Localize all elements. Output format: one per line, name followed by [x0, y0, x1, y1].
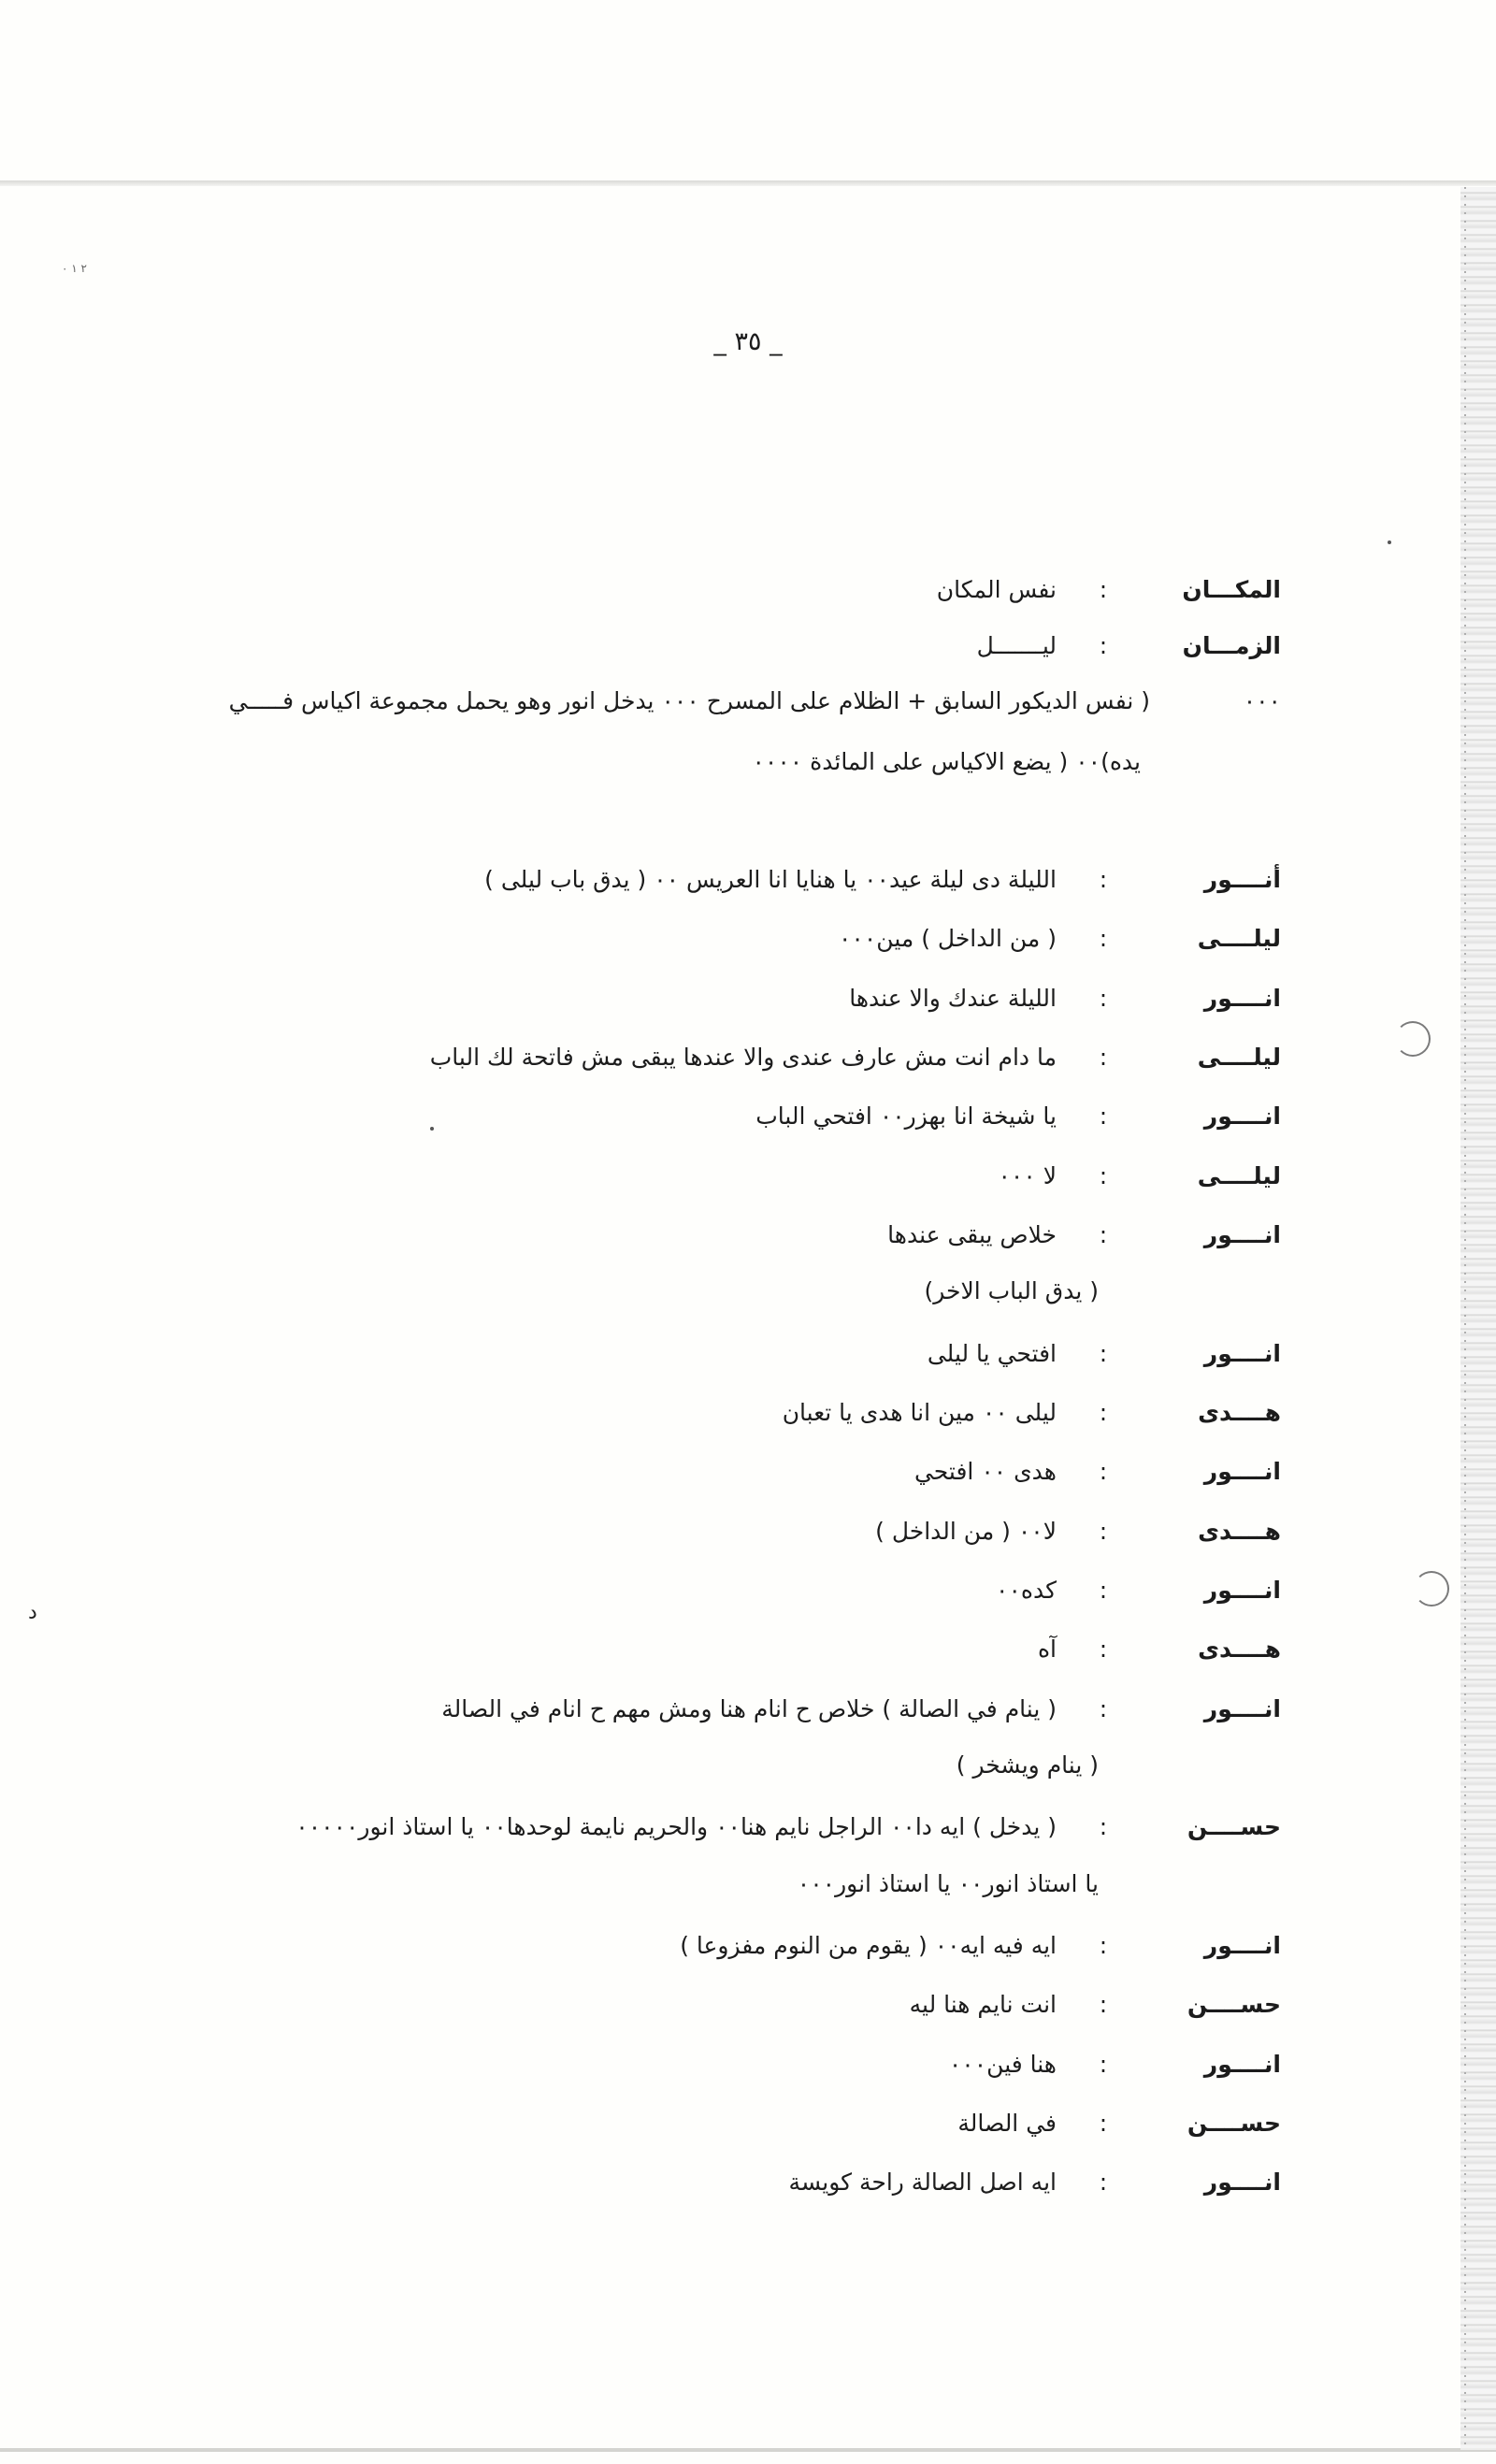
edge-mark: د [28, 1601, 37, 1624]
speaker-name: انــــور [1203, 1339, 1281, 1367]
dialogue-text: كده٠٠ [996, 1576, 1057, 1604]
dialogue-line [887, 1211, 1281, 1258]
continuation-text: ( يدق الباب الاخر) [924, 1277, 1099, 1304]
time-label: الزمـــان [1182, 631, 1281, 659]
speaker-name: حســــن [1187, 1812, 1281, 1840]
continuation-text: ( ينام ويشخر ) [956, 1751, 1099, 1779]
dialogue-text: ( من الداخل ) مين٠٠٠ [839, 924, 1057, 952]
dialogue-text: الليلة عندك والا عندها [849, 984, 1057, 1012]
dialogue-line [839, 915, 1281, 961]
dialogue-line [928, 1330, 1281, 1376]
dialogue-line [430, 1033, 1281, 1080]
binder-hole-mark [1395, 1021, 1431, 1057]
colon: : [1099, 1457, 1108, 1485]
speaker-name: هــــدى [1198, 1635, 1281, 1663]
colon: : [1099, 631, 1108, 659]
speaker-name: أنــــور [1203, 865, 1281, 893]
dialogue-text: ( يدخل ) ايه دا٠٠ الراجل نايم هنا٠٠ والحريم نايمة لوحدها٠٠ يا استاذ انور٠٠٠٠٠ [295, 1812, 1057, 1840]
binder-hole-mark [1414, 1571, 1449, 1607]
speaker-name: انــــور [1203, 2050, 1281, 2078]
speaker-name: انــــور [1203, 1457, 1281, 1485]
colon: : [1099, 1576, 1108, 1604]
speaker-name: ليلــــى [1197, 1043, 1281, 1071]
time-text: ليـــــــل [976, 631, 1057, 659]
dialogue-line [789, 2158, 1281, 2205]
photocopy-top-edge [0, 180, 1496, 186]
dialogue-line [295, 1803, 1281, 1850]
dialogue-line [914, 1448, 1281, 1494]
dialogue-line [957, 2099, 1281, 2146]
dialogue-text: انت نايم هنا ليه [909, 1990, 1057, 2018]
dialogue-line [783, 1389, 1281, 1435]
photocopy-bottom-edge [0, 2448, 1496, 2452]
dialogue-text: ايه فيه ايه٠٠ ( يقوم من النوم مفزوعا ) [680, 1931, 1057, 1959]
dialogue-line [680, 1922, 1281, 1968]
speaker-name: انــــور [1203, 1694, 1281, 1722]
colon: : [1099, 1635, 1108, 1663]
colon: : [1099, 2168, 1108, 2196]
colon: : [1099, 1398, 1108, 1426]
colon: : [1099, 1339, 1108, 1367]
stage-marker: ٠٠٠ [1243, 687, 1281, 714]
dialogue-text: يا شيخة انا بهزر٠٠ افتحي الباب [755, 1102, 1057, 1130]
colon: : [1099, 575, 1108, 603]
speaker-name: ليلــــى [1197, 924, 1281, 952]
stage-direction-line-1: ( نفس الديكور السابق + الظلام على المسرح ٠٠٠ يدخل انور وهو يحمل مجموعة اكياس فـــــي [228, 687, 1150, 714]
ink-speck [1388, 540, 1391, 544]
speaker-name: هــــدى [1198, 1517, 1281, 1545]
colon: : [1099, 1161, 1108, 1189]
speaker-name: حســــن [1187, 1990, 1281, 2018]
continuation-text: يا استاذ انور٠٠ يا استاذ انور٠٠٠ [797, 1870, 1099, 1897]
dialogue-line [849, 974, 1281, 1021]
dialogue-line [998, 1152, 1281, 1199]
stage-direction-line-2: يده)٠٠ ( يضع الاكياس على المائدة ٠٠٠٠ [752, 748, 1141, 775]
dialogue-line [755, 1092, 1281, 1139]
speaker-name: انــــور [1203, 1931, 1281, 1959]
dialogue-text: ليلى ٠٠ مين انا هدى يا تعبان [782, 1398, 1057, 1426]
speaker-name: هــــدى [1198, 1398, 1281, 1426]
page-number: _ ٣٥ _ [713, 327, 783, 356]
dialogue-text: ( ينام في الصالة ) خلاص ح انام هنا ومش مهم ح انام في الصالة [441, 1694, 1057, 1722]
ink-speck [430, 1127, 434, 1131]
speaker-name: انــــور [1203, 1576, 1281, 1604]
speaker-name: انــــور [1203, 1102, 1281, 1130]
speaker-name: انــــور [1203, 2168, 1281, 2196]
dialogue-text: ما دام انت مش عارف عندى والا عندها يبقى مش فاتحة لك الباب [429, 1043, 1057, 1071]
dialogue-line [996, 1566, 1281, 1613]
colon: : [1099, 924, 1108, 952]
speaker-name: ليلــــى [1197, 1161, 1281, 1189]
dialogue-text: لا ٠٠٠ [998, 1161, 1057, 1189]
dialogue-line [441, 1685, 1281, 1732]
colon: : [1099, 1517, 1108, 1545]
colon: : [1099, 1990, 1108, 2018]
dialogue-text: آه [1037, 1635, 1057, 1663]
colon: : [1099, 984, 1108, 1012]
colon: : [1099, 2050, 1108, 2078]
colon: : [1099, 1812, 1108, 1840]
dialogue-text: في الصالة [957, 2109, 1057, 2137]
place-text: نفس المكان [936, 575, 1057, 603]
dialogue-text: لا٠٠ ( من الداخل ) [875, 1517, 1057, 1545]
colon: : [1099, 1694, 1108, 1722]
colon: : [1099, 1931, 1108, 1959]
corner-marks: ۰ ۱ ۲ [62, 262, 87, 275]
dialogue-text: هنا فين٠٠٠ [948, 2050, 1057, 2078]
dialogue-text: الليلة دى ليلة عيد٠٠ يا هنايا انا العريس ٠٠ ( يدق باب ليلى ) [484, 865, 1057, 893]
colon: : [1099, 865, 1108, 893]
place-label: المكـــان [1182, 575, 1281, 603]
dialogue-line [949, 2040, 1281, 2087]
colon: : [1099, 1102, 1108, 1130]
speaker-name: انــــور [1203, 984, 1281, 1012]
colon: : [1099, 1043, 1108, 1071]
dialogue-line [484, 856, 1281, 902]
photocopy-right-edge [1460, 187, 1496, 2450]
dialogue-text: هدى ٠٠ افتحي [913, 1457, 1057, 1485]
dialogue-text: افتحي يا ليلى [927, 1339, 1057, 1367]
dialogue-line [875, 1507, 1281, 1554]
dialogue-text: خلاص يبقى عندها [887, 1220, 1057, 1248]
dialogue-text: ايه اصل الصالة راحة كويسة [788, 2168, 1057, 2196]
place-row [937, 566, 1281, 612]
speaker-name: انــــور [1203, 1220, 1281, 1248]
dialogue-line [910, 1981, 1281, 2027]
time-row [977, 622, 1281, 669]
speaker-name: حســــن [1187, 2109, 1281, 2137]
colon: : [1099, 2109, 1108, 2137]
colon: : [1099, 1220, 1108, 1248]
dialogue-line [1038, 1625, 1281, 1672]
